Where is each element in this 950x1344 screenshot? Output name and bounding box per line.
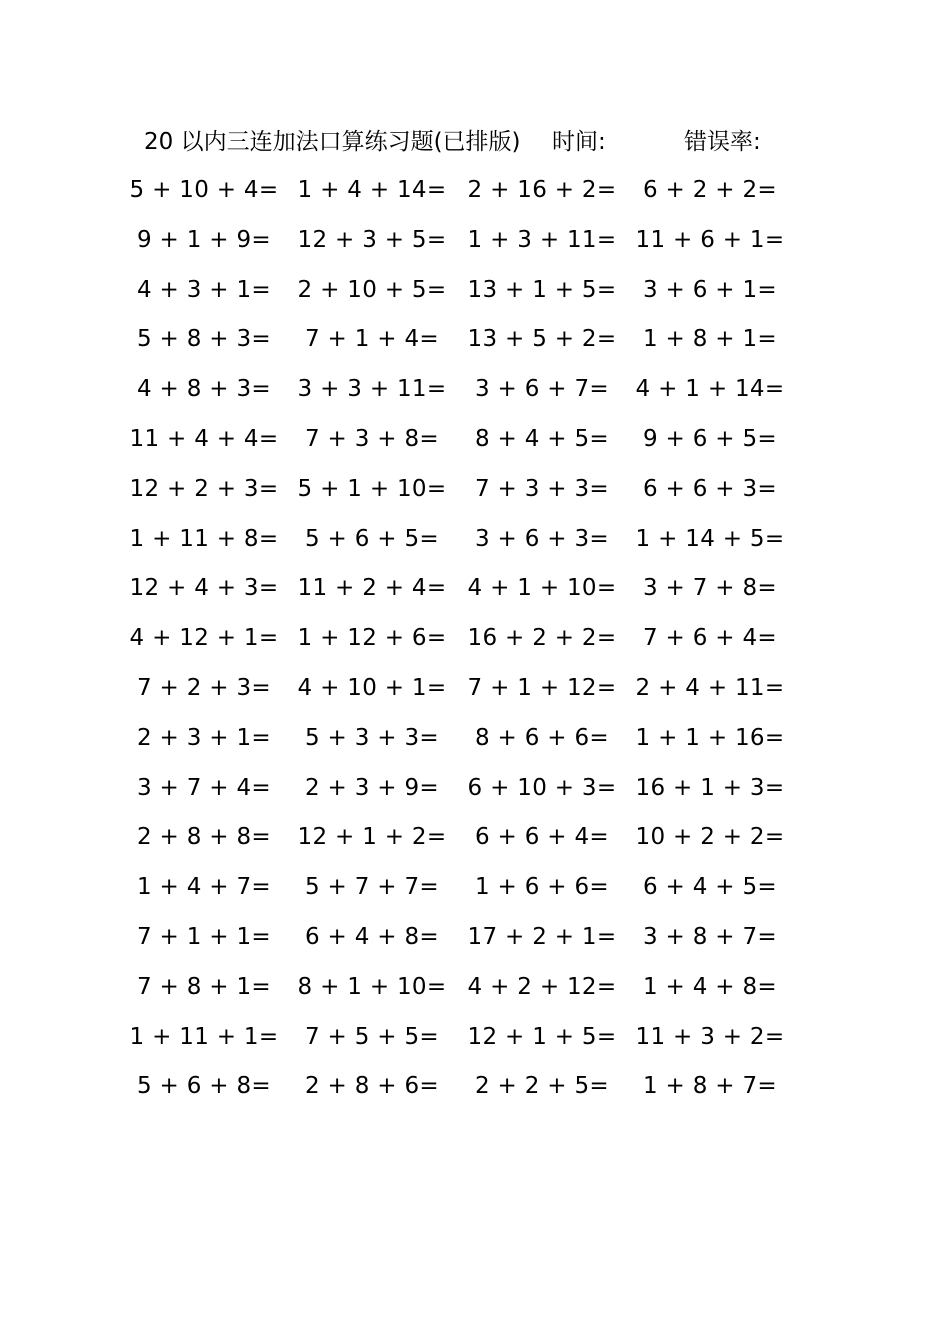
problem-row — [0, 166, 950, 216]
problem-row — [0, 564, 950, 614]
addition-problem: 11 + 2 + 4= — [297, 575, 447, 602]
addition-problem: 16 + 2 + 2= — [467, 625, 617, 652]
problem-row — [0, 714, 950, 764]
problem-grid — [0, 166, 950, 1112]
problem-row — [0, 863, 950, 913]
addition-problem: 6 + 10 + 3= — [467, 774, 617, 801]
addition-problem: 2 + 10 + 5= — [297, 276, 447, 303]
addition-problem: 4 + 3 + 1= — [137, 276, 271, 303]
problem-row — [0, 315, 950, 365]
addition-problem: 3 + 8 + 7= — [643, 923, 777, 950]
addition-problem: 8 + 1 + 10= — [297, 973, 447, 1000]
addition-problem: 8 + 4 + 5= — [475, 425, 609, 452]
addition-problem: 4 + 1 + 10= — [467, 575, 617, 602]
addition-problem: 3 + 3 + 11= — [297, 376, 447, 403]
addition-problem: 7 + 3 + 8= — [305, 425, 439, 452]
addition-problem: 1 + 3 + 11= — [467, 226, 617, 253]
addition-problem: 7 + 5 + 5= — [305, 1023, 439, 1050]
addition-problem: 4 + 1 + 14= — [635, 376, 785, 403]
addition-problem: 1 + 14 + 5= — [635, 525, 785, 552]
addition-problem: 2 + 3 + 1= — [137, 724, 271, 751]
addition-problem: 4 + 10 + 1= — [297, 674, 447, 701]
addition-problem: 4 + 12 + 1= — [129, 625, 279, 652]
addition-problem: 6 + 2 + 2= — [643, 177, 777, 203]
problem-row — [0, 664, 950, 714]
addition-problem: 8 + 6 + 6= — [475, 724, 609, 751]
addition-problem: 6 + 4 + 8= — [305, 923, 439, 950]
addition-problem: 12 + 2 + 3= — [129, 475, 279, 502]
addition-problem: 11 + 6 + 1= — [635, 226, 785, 253]
addition-problem: 1 + 4 + 7= — [137, 874, 271, 901]
error-rate-label: 错误率: — [684, 129, 761, 155]
addition-problem: 2 + 16 + 2= — [467, 177, 617, 203]
addition-problem: 5 + 8 + 3= — [137, 326, 271, 353]
worksheet-title: 20 以内三连加法口算练习题(已排版) — [144, 129, 521, 155]
addition-problem: 9 + 1 + 9= — [137, 226, 271, 253]
problem-row — [0, 963, 950, 1013]
problem-row — [0, 216, 950, 266]
addition-problem: 2 + 8 + 8= — [137, 824, 271, 851]
addition-problem: 7 + 1 + 1= — [137, 923, 271, 950]
problem-row — [0, 465, 950, 515]
addition-problem: 13 + 5 + 2= — [467, 326, 617, 353]
problem-row — [0, 266, 950, 316]
addition-problem: 2 + 2 + 5= — [475, 1073, 609, 1100]
addition-problem: 3 + 7 + 4= — [137, 774, 271, 801]
addition-problem: 7 + 2 + 3= — [137, 674, 271, 701]
addition-problem: 7 + 1 + 12= — [467, 674, 617, 701]
addition-problem: 1 + 12 + 6= — [297, 625, 447, 652]
addition-problem: 5 + 7 + 7= — [305, 874, 439, 901]
addition-problem: 3 + 6 + 1= — [643, 276, 777, 303]
addition-problem: 2 + 3 + 9= — [305, 774, 439, 801]
addition-problem: 16 + 1 + 3= — [635, 774, 785, 801]
addition-problem: 9 + 6 + 5= — [643, 425, 777, 452]
addition-problem: 11 + 3 + 2= — [635, 1023, 785, 1050]
addition-problem: 1 + 11 + 1= — [129, 1023, 279, 1050]
addition-problem: 1 + 1 + 16= — [635, 724, 785, 751]
addition-problem: 3 + 7 + 8= — [643, 575, 777, 602]
addition-problem: 5 + 3 + 3= — [305, 724, 439, 751]
addition-problem: 6 + 6 + 4= — [475, 824, 609, 851]
worksheet-header — [144, 122, 784, 162]
problem-row — [0, 614, 950, 664]
problem-row — [0, 1062, 950, 1112]
addition-problem: 2 + 4 + 11= — [635, 674, 785, 701]
addition-problem: 12 + 1 + 5= — [467, 1023, 617, 1050]
addition-problem: 2 + 8 + 6= — [305, 1073, 439, 1100]
addition-problem: 7 + 3 + 3= — [475, 475, 609, 502]
problem-row — [0, 764, 950, 814]
addition-problem: 7 + 6 + 4= — [643, 625, 777, 652]
addition-problem: 13 + 1 + 5= — [467, 276, 617, 303]
addition-problem: 1 + 8 + 1= — [643, 326, 777, 353]
addition-problem: 4 + 2 + 12= — [467, 973, 617, 1000]
addition-problem: 1 + 4 + 8= — [643, 973, 777, 1000]
addition-problem: 5 + 6 + 5= — [305, 525, 439, 552]
addition-problem: 1 + 8 + 7= — [643, 1073, 777, 1100]
addition-problem: 1 + 11 + 8= — [129, 525, 279, 552]
addition-problem: 4 + 8 + 3= — [137, 376, 271, 403]
problem-row — [0, 415, 950, 465]
problem-row — [0, 365, 950, 415]
addition-problem: 6 + 4 + 5= — [643, 874, 777, 901]
addition-problem: 17 + 2 + 1= — [467, 923, 617, 950]
problem-row — [0, 813, 950, 863]
addition-problem: 5 + 10 + 4= — [129, 177, 279, 203]
addition-problem: 7 + 1 + 4= — [305, 326, 439, 353]
problem-row — [0, 913, 950, 963]
addition-problem: 6 + 6 + 3= — [643, 475, 777, 502]
problem-row — [0, 515, 950, 565]
time-label: 时间: — [552, 129, 606, 155]
addition-problem: 12 + 4 + 3= — [129, 575, 279, 602]
addition-problem: 5 + 1 + 10= — [297, 475, 447, 502]
addition-problem: 11 + 4 + 4= — [129, 425, 279, 452]
addition-problem: 10 + 2 + 2= — [635, 824, 785, 851]
addition-problem: 3 + 6 + 3= — [475, 525, 609, 552]
addition-problem: 1 + 4 + 14= — [297, 177, 447, 203]
addition-problem: 7 + 8 + 1= — [137, 973, 271, 1000]
addition-problem: 5 + 6 + 8= — [137, 1073, 271, 1100]
problem-row — [0, 1013, 950, 1063]
addition-problem: 12 + 3 + 5= — [297, 226, 447, 253]
addition-problem: 1 + 6 + 6= — [475, 874, 609, 901]
addition-problem: 3 + 6 + 7= — [475, 376, 609, 403]
addition-problem: 12 + 1 + 2= — [297, 824, 447, 851]
